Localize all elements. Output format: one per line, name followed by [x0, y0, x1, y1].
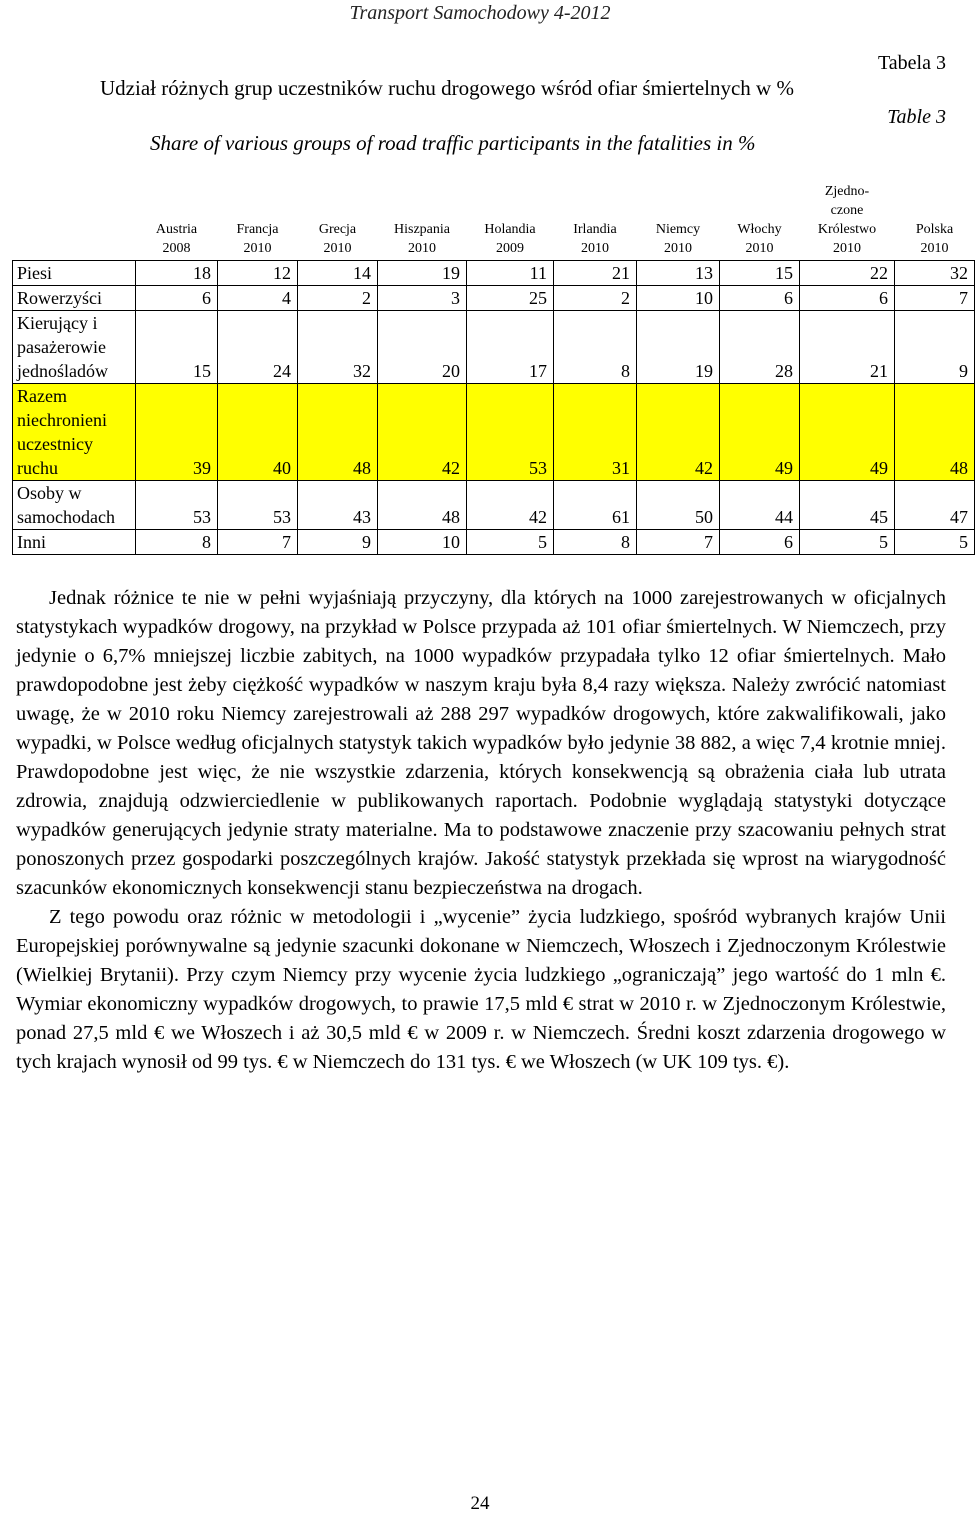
fatalities-table — [12, 178, 975, 555]
table-cell: 42 — [637, 384, 720, 481]
table-label-pl: Tabela 3 — [877, 52, 946, 74]
column-header — [720, 178, 800, 261]
table-cell: 15 — [720, 261, 800, 286]
column-year: 2008 — [162, 241, 191, 256]
table-row — [13, 261, 975, 286]
table-cell: 31 — [554, 384, 637, 481]
table-cell: 19 — [637, 311, 720, 384]
table-row — [13, 286, 975, 311]
table-row — [13, 384, 975, 481]
column-year: 2009 — [496, 241, 524, 256]
column-header — [800, 178, 895, 261]
table-cell: 10 — [637, 286, 720, 311]
table-header-row — [13, 178, 975, 261]
column-country: Irlandia — [573, 222, 617, 237]
table-cell: 15 — [136, 311, 218, 384]
table-cell: 32 — [298, 311, 378, 384]
column-header — [298, 178, 378, 261]
table-cell: 48 — [378, 481, 467, 530]
column-year: 2010 — [664, 241, 692, 256]
table-cell: 3 — [378, 286, 467, 311]
table-cell: 8 — [136, 530, 218, 555]
table-cell: 42 — [378, 384, 467, 481]
table-title-pl: Udział różnych grup uczestników ruchu drogowego wśród ofiar śmiertelnych w % — [100, 76, 794, 100]
table-cell: 53 — [136, 481, 218, 530]
table-cell: 19 — [378, 261, 467, 286]
column-country: Austria — [155, 222, 198, 237]
column-year: 2010 — [833, 241, 861, 256]
table-cell: 47 — [895, 481, 975, 530]
table-cell: 5 — [800, 530, 895, 555]
table-cell: 48 — [895, 384, 975, 481]
row-label: Osoby w samochodach — [13, 481, 136, 530]
table-cell: 48 — [298, 384, 378, 481]
table-cell: 8 — [554, 311, 637, 384]
table-cell: 11 — [467, 261, 554, 286]
table-cell: 6 — [720, 286, 800, 311]
column-year: 2010 — [920, 241, 949, 256]
column-year: 2010 — [243, 241, 272, 256]
table-cell: 28 — [720, 311, 800, 384]
table-cell: 53 — [218, 481, 298, 530]
column-country: Polska — [915, 222, 954, 237]
column-country: Włochy — [737, 222, 782, 237]
column-country: Zjedno- czone Królestwo — [817, 184, 877, 237]
table-cell: 44 — [720, 481, 800, 530]
table-cell: 53 — [467, 384, 554, 481]
column-country: Francja — [236, 222, 279, 237]
table-cell: 8 — [554, 530, 637, 555]
table-row — [13, 481, 975, 530]
table-cell: 40 — [218, 384, 298, 481]
row-label: Razem niechronieni uczestnicy ruchu — [13, 384, 136, 481]
column-header — [554, 178, 637, 261]
table-cell: 39 — [136, 384, 218, 481]
column-year: 2010 — [581, 241, 609, 256]
table-cell: 13 — [637, 261, 720, 286]
column-header — [895, 178, 975, 261]
column-year: 2010 — [745, 241, 774, 256]
table-cell: 21 — [554, 261, 637, 286]
table-cell: 5 — [895, 530, 975, 555]
table-cell: 2 — [554, 286, 637, 311]
table-corner-cell — [13, 178, 136, 261]
table-cell: 7 — [895, 286, 975, 311]
column-country: Grecja — [318, 222, 357, 237]
table-cell: 7 — [218, 530, 298, 555]
table-cell: 21 — [800, 311, 895, 384]
table-cell: 20 — [378, 311, 467, 384]
table-cell: 10 — [378, 530, 467, 555]
table-cell: 25 — [467, 286, 554, 311]
column-year: 2010 — [323, 241, 352, 256]
table-cell: 61 — [554, 481, 637, 530]
table-row — [13, 311, 975, 384]
table-cell: 9 — [298, 530, 378, 555]
paragraph: Jednak różnice te nie w pełni wyjaśniają przyczyny, dla których na 1000 zarejestrowanych w oficjalnych statystykach wypadków drogowy, na przykład w Polsce przypada aż 101 ofiar śmiertelnych. W Niemczech, przy jedynie o 6,7% mniejszej liczbie zabitych, na 1000 wypadków przypadała tylko 12 ofiar śmiertelnych. Mało prawdopodobne jest żeby ciężkość wypadków w naszym kraju była 8,4 razy większa. Należy zwrócić natomiast uwagę, że w 2010 roku Niemcy zarejestrowali aż 288 297 wypadków drogowych, które zakwalifikowali, jako wypadki, w Polsce według oficjalnych statystyk takich wypadków było jedynie 38 882, a więc 7,4 krotnie mniej. Prawdopodobne jest więc, że nie wszystkie zdarzenia, których konsekwencją są obrażenia ciała lub utrata zdrowia, znajdują odzwierciedlenie w publikowanych raportach. Podobnie wyglądają statystyki dotyczące wypadków generujących jedynie straty materialne. Ma to podstawowe znaczenie przy szacowaniu pełnych strat ponoszonych przez gospodarki poszczególnych krajów. Jakość statystyk przekłada się wprost na wiarygodność szacunków ekonomicznych konsekwencji stanu bezpieczeństwa na drogach. — [16, 587, 946, 899]
table-cell: 49 — [800, 384, 895, 481]
table-cell: 6 — [720, 530, 800, 555]
table-cell: 24 — [218, 311, 298, 384]
row-label: Rowerzyści — [13, 286, 136, 311]
column-header — [637, 178, 720, 261]
table-cell: 2 — [298, 286, 378, 311]
column-header — [378, 178, 467, 261]
column-header — [136, 178, 218, 261]
column-country: Hiszpania — [394, 222, 450, 237]
page-number: 24 — [470, 1493, 490, 1514]
table-cell: 14 — [298, 261, 378, 286]
running-header: Transport Samochodowy 4-2012 — [349, 2, 611, 24]
row-label: Inni — [13, 530, 136, 555]
table-cell: 42 — [467, 481, 554, 530]
column-header — [218, 178, 298, 261]
row-label: Kierujący i pasażerowie jednośladów — [13, 311, 136, 384]
column-country: Niemcy — [655, 222, 701, 237]
table-cell: 6 — [136, 286, 218, 311]
table-cell: 5 — [467, 530, 554, 555]
row-label: Piesi — [13, 261, 136, 286]
column-year: 2010 — [408, 241, 436, 256]
body-text — [16, 584, 946, 1077]
paragraph: Z tego powodu oraz różnic w metodologii i „wycenie” życia ludzkiego, spośród wybranych krajów Unii Europejskiej porównywalne są jedynie szacunki dokonane w Niemczech, Włoszech i Zjednoczonym Królestwie (Wielkiej Brytanii). Przy czym Niemcy przy wycenie życia ludzkiego „ograniczają” jego wartość do 1 mln €. Wymiar ekonomiczny wypadków drogowych, to prawie 17,5 mld € strat w 2010 r. w Zjednoczonym Królestwie, ponad 27,5 mld € we Włoszech i aż 30,5 mld € w 2009 r. w Niemczech. Średni koszt zdarzenia drogowego w tych krajach wynosił od 99 tys. € w Niemczech do 131 tys. € we Włoszech (w UK 109 tys. €). — [16, 906, 946, 1073]
table-title-en: Share of various groups of road traffic participants in the fatalities in % — [150, 131, 756, 155]
table-cell: 50 — [637, 481, 720, 530]
table-body — [13, 261, 975, 555]
table-row — [13, 530, 975, 555]
table-cell: 43 — [298, 481, 378, 530]
table-cell: 45 — [800, 481, 895, 530]
table-cell: 4 — [218, 286, 298, 311]
table-cell: 12 — [218, 261, 298, 286]
table-cell: 9 — [895, 311, 975, 384]
table-cell: 18 — [136, 261, 218, 286]
table-cell: 17 — [467, 311, 554, 384]
table-cell: 32 — [895, 261, 975, 286]
table-cell: 49 — [720, 384, 800, 481]
table-cell: 22 — [800, 261, 895, 286]
table-label-en: Table 3 — [887, 106, 946, 128]
table-cell: 6 — [800, 286, 895, 311]
table-cell: 7 — [637, 530, 720, 555]
column-header — [467, 178, 554, 261]
column-country: Holandia — [484, 222, 536, 237]
